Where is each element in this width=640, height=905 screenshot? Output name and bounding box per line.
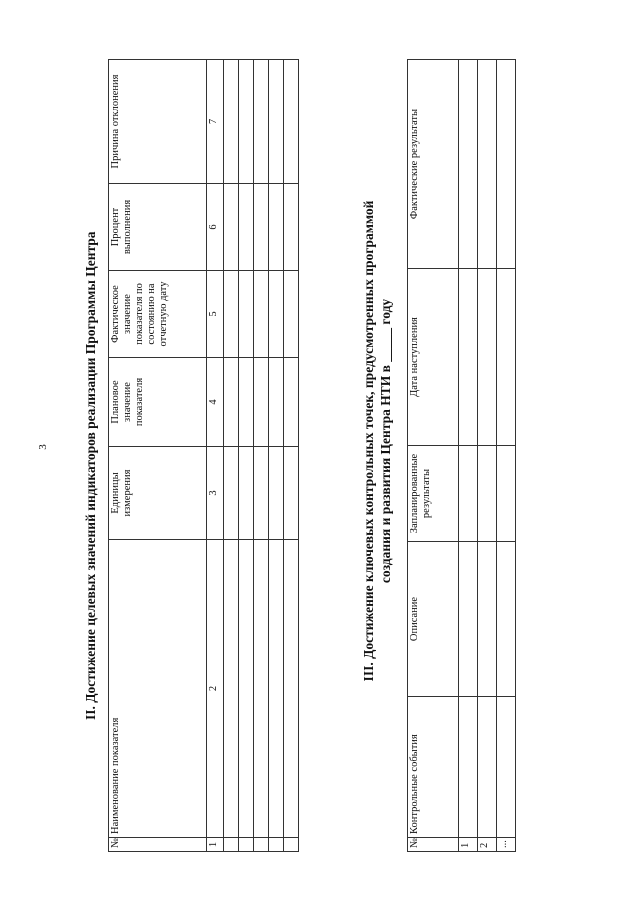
col-number-cell: 5	[207, 271, 224, 358]
empty-cell	[459, 269, 478, 446]
empty-cell	[254, 271, 269, 358]
empty-cell	[239, 540, 254, 838]
empty-cell	[254, 838, 269, 852]
control-points-table	[407, 59, 516, 852]
table-row	[284, 60, 299, 852]
empty-cell	[459, 542, 478, 697]
indicators-number-row	[207, 60, 224, 852]
col-number-cell: 3	[207, 447, 224, 540]
header-actual-value: Фактическое значение показателя по состоянию на отчетную дату	[109, 271, 207, 358]
empty-cell	[224, 184, 239, 271]
empty-cell	[254, 184, 269, 271]
empty-cell	[224, 271, 239, 358]
empty-cell	[239, 447, 254, 540]
header-completion-percent: Процент выполнения	[109, 184, 207, 271]
empty-cell	[478, 542, 497, 697]
table-row	[239, 60, 254, 852]
row-number: ...	[497, 838, 516, 852]
empty-cell	[224, 540, 239, 838]
empty-cell	[254, 447, 269, 540]
col-number-cell: 2	[207, 540, 224, 838]
indicators-header-row	[109, 60, 207, 852]
empty-cell	[459, 60, 478, 269]
empty-cell	[284, 271, 299, 358]
header-number: №	[109, 838, 207, 852]
empty-cell	[269, 838, 284, 852]
empty-cell	[478, 697, 497, 838]
empty-cell	[269, 358, 284, 447]
header-indicator-name: Наименование показателя	[109, 540, 207, 838]
table-row	[254, 60, 269, 852]
table-row	[224, 60, 239, 852]
empty-cell	[459, 446, 478, 542]
empty-cell	[224, 358, 239, 447]
empty-cell	[497, 446, 516, 542]
empty-cell	[239, 184, 254, 271]
section-title-line2: создания и развития Центра НТИ в _____ году	[378, 298, 393, 584]
table-row	[459, 60, 478, 852]
control-points-header-row	[408, 60, 459, 852]
header-planned-results: Запланированные результаты	[408, 446, 459, 542]
section-title-indicators: II. Достижение целевых значений индикаторов реализации Программы Центра	[83, 231, 98, 720]
empty-cell	[224, 447, 239, 540]
empty-cell	[239, 60, 254, 184]
empty-cell	[269, 271, 284, 358]
empty-cell	[239, 271, 254, 358]
empty-cell	[284, 540, 299, 838]
header-actual-results: Фактические результаты	[408, 60, 459, 269]
col-number-cell: 4	[207, 358, 224, 447]
page-number: 3	[36, 444, 49, 450]
empty-cell	[478, 446, 497, 542]
header-deviation-reason: Причина отклонения	[109, 60, 207, 184]
section-title-control-points	[360, 161, 394, 721]
table-row	[497, 60, 516, 852]
table-row	[478, 60, 497, 852]
empty-cell	[478, 269, 497, 446]
empty-cell	[224, 60, 239, 184]
indicators-table	[108, 59, 299, 852]
header-description: Описание	[408, 542, 459, 697]
empty-cell	[497, 60, 516, 269]
empty-cell	[239, 358, 254, 447]
empty-cell	[269, 184, 284, 271]
empty-cell	[269, 60, 284, 184]
empty-cell	[239, 838, 254, 852]
empty-cell	[254, 540, 269, 838]
empty-cell	[284, 358, 299, 447]
empty-cell	[224, 838, 239, 852]
empty-cell	[284, 60, 299, 184]
empty-cell	[254, 358, 269, 447]
col-number-cell: 6	[207, 184, 224, 271]
empty-cell	[269, 447, 284, 540]
section-title-line1: III. Достижение ключевых контрольных точек, предусмотренных программой	[361, 200, 376, 682]
header-number: №	[408, 838, 459, 852]
empty-cell	[284, 184, 299, 271]
empty-cell	[478, 60, 497, 269]
header-units: Единицы измерения	[109, 447, 207, 540]
empty-cell	[497, 542, 516, 697]
header-planned-value: Плановое значение показателя	[109, 358, 207, 447]
row-number: 2	[478, 838, 497, 852]
header-control-events: Контрольные события	[408, 697, 459, 838]
empty-cell	[254, 60, 269, 184]
row-number: 1	[459, 838, 478, 852]
header-occurrence-date: Дата наступления	[408, 269, 459, 446]
empty-cell	[284, 838, 299, 852]
empty-cell	[497, 697, 516, 838]
empty-cell	[269, 540, 284, 838]
table-row	[269, 60, 284, 852]
empty-cell	[459, 697, 478, 838]
empty-cell	[284, 447, 299, 540]
empty-cell	[497, 269, 516, 446]
col-number-cell: 7	[207, 60, 224, 184]
col-number-cell: 1	[207, 838, 224, 852]
